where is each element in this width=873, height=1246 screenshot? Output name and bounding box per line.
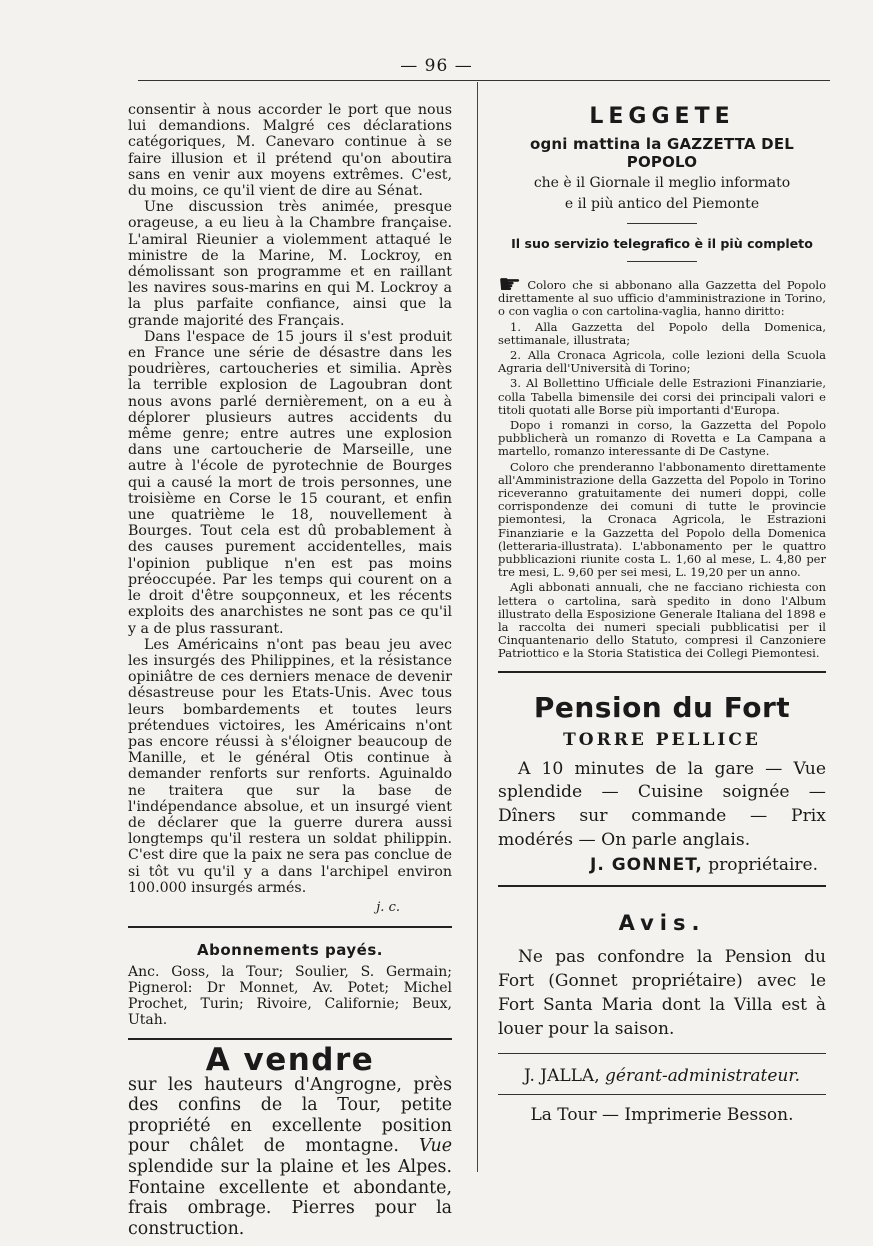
leggete-heading: LEGGETE [589,104,735,129]
pension-owner [498,855,826,875]
section-rule [498,671,826,673]
servizio-telegrafico: Il suo servizio telegrafico è il più completo [511,236,813,251]
article-signature: j. c. [376,899,400,915]
pension-ad-text: A 10 minutes de la gare — Vue splendide — Cuisine soignée — Dîners sur commande — Prix modérés — On parle anglais. [498,758,826,851]
gazzetta-paragraph: Coloro che prenderanno l'abbonamento direttamente all'Amministrazione della Gazzetta del Popolo in Torino riceveranno gratuitamente dei numeri doppi, colle corrispondenze dei comuni di tutte le provincie piemontesi, la Cronaca Agricola, le Estrazioni Finanziarie e la Gazzetta del Popolo della Domenica (letteraria-illustrata). L'abbonamento per le quattro pubblicazioni riunite costa L. 1,60 al mese, L. 4,80 per tre mesi, L. 9,60 per sei mesi, L. 19,20 per un anno. [498,459,826,580]
gazzetta-paragraph: Agli abbonati annuali, che ne facciano richiesta con lettera o cartolina, sarà spedito in dono l'Album illustrato della Esposizione Generale Italiana del 1898 e la raccolta dei numeri speciali pubblicatisi per il Cinquantenario dello Statuto, compresi il Canzoniere Patriottico e la Storia Statistica dei Collegi Piemontesi. [498,580,826,661]
gazzetta-heading: ogni mattina la GAZZETTA DEL POPOLO [529,135,795,171]
gazzetta-subheading-2: e il più antico del Piemonte [564,196,760,212]
avis-title: Avis. [618,910,706,935]
abonnements-list: Anc. Goss, la Tour; Soulier, S. Germain; Pignerol: Dr Monnet, Av. Potet; Michel Prochet, Turin; Rivoire, Californie; Beux, Utah. [128,964,452,1029]
pension-owner-role: propriétaire. [708,854,818,875]
gerant-line [498,1066,826,1086]
vendre-text-2: splendide sur la plaine et les Alpes. Fontaine excellente et abondante, frais ombrage. Pierres pour la construction. [128,1156,452,1239]
gazzetta-item: 1. Alla Gazzetta del Popolo della Domenica, settimanale, illustrata; [498,319,826,347]
pension-location: TORRE PELLICE [563,729,761,750]
article-paragraph: Les Américains n'ont pas beau jeu avec les insurgés des Philippines, et la résistance opiniâtre de ces derniers menace de devenir désastreuse pour les Etats-Unis. Avec tous leurs bombardements et toutes leurs prétendues victoires, les Américains n'ont pas encore réussi à s'éloigner beaucoup de Manille, et le général Otis continue à demander renforts sur renforts. Aguinaldo ne traitera que sur la base de l'indépendance absolue, et un insurgé vient de déclarer que la guerre durera aussi longtemps qu'il restera un soldat philippin. C'est dire que la paix ne sera pas conclue de si tôt vu qu'il y a dans l'archipel environ 100.000 insurgés armés. [128,636,452,896]
article-paragraph: consentir à nous accorder le port que nous lui demandions. Malgré ces déclarations catégoriques, M. Canevaro continue à se faire illusion et il prétend qu'on aboutira sans en venir aux moyens extrêmes. C'est, du moins, ce qu'il vient de dire au Sénat. [128,102,452,200]
pension-owner-name: J. GONNET, [590,854,703,875]
abonnements-title: Abonnements payés. [197,941,383,960]
gazzetta-intro-text: Coloro che si abbonano alla Gazzetta del Popolo direttamente al suo ufficio d'amministrazione in Torino, o con vaglia o con cartolina-vaglia, hanno diritto: [498,278,826,319]
column-divider [477,82,478,1172]
vendre-ad-text [128,1075,452,1240]
section-rule [498,1094,826,1095]
article-paragraph: Une discussion très animée, presque orageuse, a eu lieu à la Chambre française. L'amiral Rieunier a violemment attaqué le ministre de la Marine, M. Lockroy, en démolissant son programme et en raillant les navires sous-marins en qui M. Lockroy a la plus parfaite confiance, ainsi que la grande majorité des Français. [128,199,452,329]
vendre-vue: Vue [419,1136,452,1157]
pension-title: Pension du Fort [533,690,791,724]
left-column [128,102,452,1239]
article-paragraph: Dans l'espace de 15 jours il s'est produit en France une série de désastre dans les poudrières, cartoucheries et similia. Après la terrible explosion de Lagoubran dont nous avons parlé dernièrement, on a eu à déplorer plusieurs autres accidents du même genre; entre autres une explosion dans une cartoucherie de Marseille, une autre à l'école de pyrotechnie de Bourges qui a causé la mort de trois personnes, une troisième en Corse le 15 courant, et enfin une quatrième le 18, nouvellement à Bourges. Tout cela est dû probablement à des causes purement accidentelles, mais l'opinion publique n'en est pas moins préoccupée. Par les temps qui courent on a le droit d'être soupçonneux, et les récents exploits des anarchistes ne sont pas ce qu'il y a de plus rassurant. [128,328,452,637]
gazzetta-subheading-1: che è il Giornale il meglio informato [533,175,791,191]
section-rule [498,885,826,887]
gazzetta-paragraph: Dopo i romanzi in corso, la Gazzetta del Popolo pubblicherà un romanzo di Rovetta e La Campana a martello, romanzo interessante di De Castyne. [498,418,826,459]
gazzetta-body [498,270,826,661]
gazzetta-intro [498,270,826,319]
short-rule [627,261,697,262]
short-rule [627,223,697,224]
right-column [498,102,826,1125]
section-rule [498,1053,826,1054]
avis-text: Ne pas confondre la Pension du Fort (Gonnet propriétaire) avec le Fort Santa Maria dont la Villa est à louer pour la saison. [498,946,826,1039]
imprimerie-line: La Tour — Imprimerie Besson. [530,1104,794,1125]
section-rule [128,1038,452,1040]
vendre-text-1: sur les hauteurs d'Angrogne, près des confins de la Tour, petite propriété en excellente position pour châlet de montagne. [128,1074,452,1157]
page-number: — 96 — [400,56,473,76]
gerant-name: J. JALLA, [523,1065,600,1086]
pointing-hand-icon: ☛ [498,270,522,300]
section-rule [128,926,452,928]
gazzetta-item: 3. Al Bollettino Ufficiale delle Estrazioni Finanziarie, colla Tabella bimensile dei corsi dei principali valori e titoli quotati alle Borse più importanti d'Europa. [498,376,826,417]
vendre-title: A vendre [205,1042,375,1079]
gazzetta-item: 2. Alla Cronaca Agricola, colle lezioni della Scuola Agraria dell'Università di Torino; [498,348,826,376]
gerant-role: gérant-administrateur. [605,1065,801,1086]
top-rule [138,80,830,81]
